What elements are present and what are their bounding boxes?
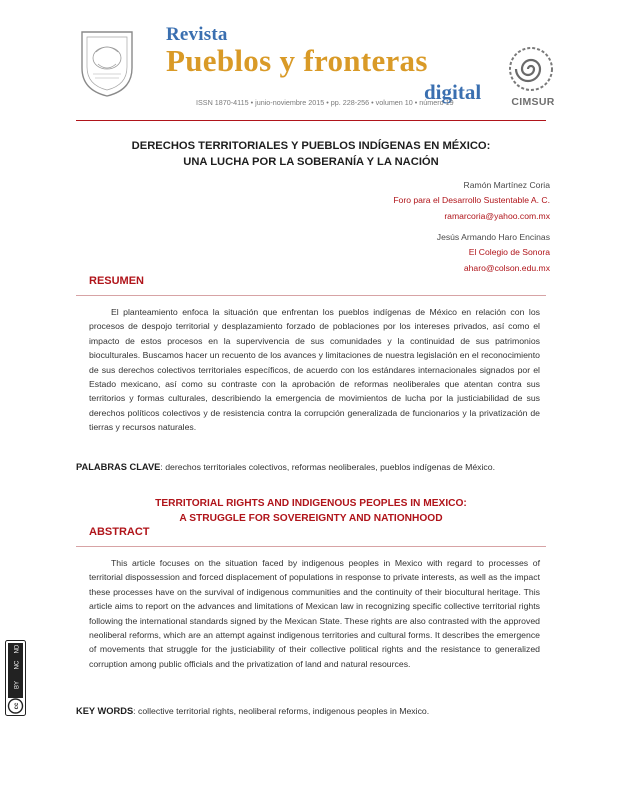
cc-nc-label: NC [14,660,21,670]
author-email[interactable]: aharo@colson.edu.mx [463,262,550,273]
resumen-divider [76,295,546,296]
resumen-body [89,305,540,435]
abstract-divider [76,546,546,547]
cc-nd-label: ND [14,644,21,654]
journal-revista: Revista [166,24,228,45]
cc-label: cc [14,702,20,710]
palabras-clave-label: PALABRAS CLAVE [76,462,161,472]
key-words-label: KEY WORDS [76,706,134,716]
journal-digital: digital [424,80,482,104]
article-title-en-line2: A STRUGGLE FOR SOVEREIGNTY AND NATIONHOOD [179,512,443,524]
cc-by-label: BY [14,680,21,690]
author-block-1 [393,178,550,224]
key-words-text: : collective territorial rights, neoliberal reforms, indigenous peoples in Mexico. [133,706,430,716]
abstract-paragraph: This article focuses on the situation faced by indigenous peoples in Mexico with regard to processes of territorial dispossession and forced displacement of populations in response to private interests, as well as the impact these processes have on the survival of indigenous communities and the continuity of their biocultural heritage. This article aims to report on the advances and limitations of Mexican law in recognizing specific collective territorial rights following the international standards signed by the Mexican State. These rights are also contrasted with the approved neoliberal reforms, which are an attempt against indigenous territories and cultural forms. It describes the emergence of movements that struggle for the justiciability of their collective political rights and the resistance to generalized corruption among public officials and the privatization of land and natural resources. [89,558,540,669]
article-title-en-line1: TERRITORIAL RIGHTS AND INDIGENOUS PEOPLES IN MEXICO: [155,498,467,509]
author-institution: Foro para el Desarrollo Sustentable A. C. [393,195,550,206]
issn-line: ISSN 1870-4115 • junio-noviembre 2015 • pp. 228-256 • volumen 10 • número 19 [196,98,454,107]
author-name: Ramón Martínez Coria [463,180,550,190]
resumen-heading: RESUMEN [89,275,145,287]
creative-commons-icon[interactable] [5,640,26,716]
article-title-es-line2: UNA LUCHA POR LA SOBERANÍA Y LA NACIÓN [183,155,439,168]
unam-seal-icon [78,28,136,98]
abstract-heading: ABSTRACT [89,526,150,538]
resumen-paragraph: El planteamiento enfoca la situación que enfrentan los pueblos indígenas de México en relación con los procesos de despojo territorial y desplazamiento forzado de poblaciones por los intereses privados, así como el impacto de estos procesos en la supervivencia de sus comunidades y la continuidad de sus patrimonios bioculturales. Buscamos hacer un recuento de los avances y limitaciones de nuestra legislación en el reconocimiento de sus derechos colectivos territoriales específicos, de acuerdo con los estándares internacionales signados por el Estado mexicano, así como su contraste con la aprobación de reformas neoliberales que atentan contra sus territorios y formas culturales, describiendo la emergencia de movimientos de lucha por la justiciabilidad de sus derechos políticos colectivos y de resistencia contra la corrupción generalizada de funcionarios y la privatización de tierras y recursos naturales. [89,307,540,433]
palabras-clave-text: : derechos territoriales colectivos, reformas neoliberales, pueblos indígenas de México. [160,462,496,472]
article-title-en [76,497,546,526]
journal-title: Pueblos y fronteras [166,43,428,78]
article-title-es-line1: DERECHOS TERRITORIALES Y PUEBLOS INDÍGENAS EN MÉXICO: [131,140,491,152]
author-name: Jesús Armando Haro Encinas [436,232,550,242]
key-words [76,706,429,716]
article-title-es [76,139,546,170]
header-divider [76,120,546,121]
palabras-clave [76,462,495,472]
abstract-body [89,556,540,671]
author-email[interactable]: ramarcoria@yahoo.com.mx [444,210,550,221]
cimsur-spiral-icon [508,46,554,92]
cimsur-label: CIMSUR [511,96,555,108]
author-block-2 [437,230,550,276]
author-institution: El Colegio de Sonora [468,247,550,258]
